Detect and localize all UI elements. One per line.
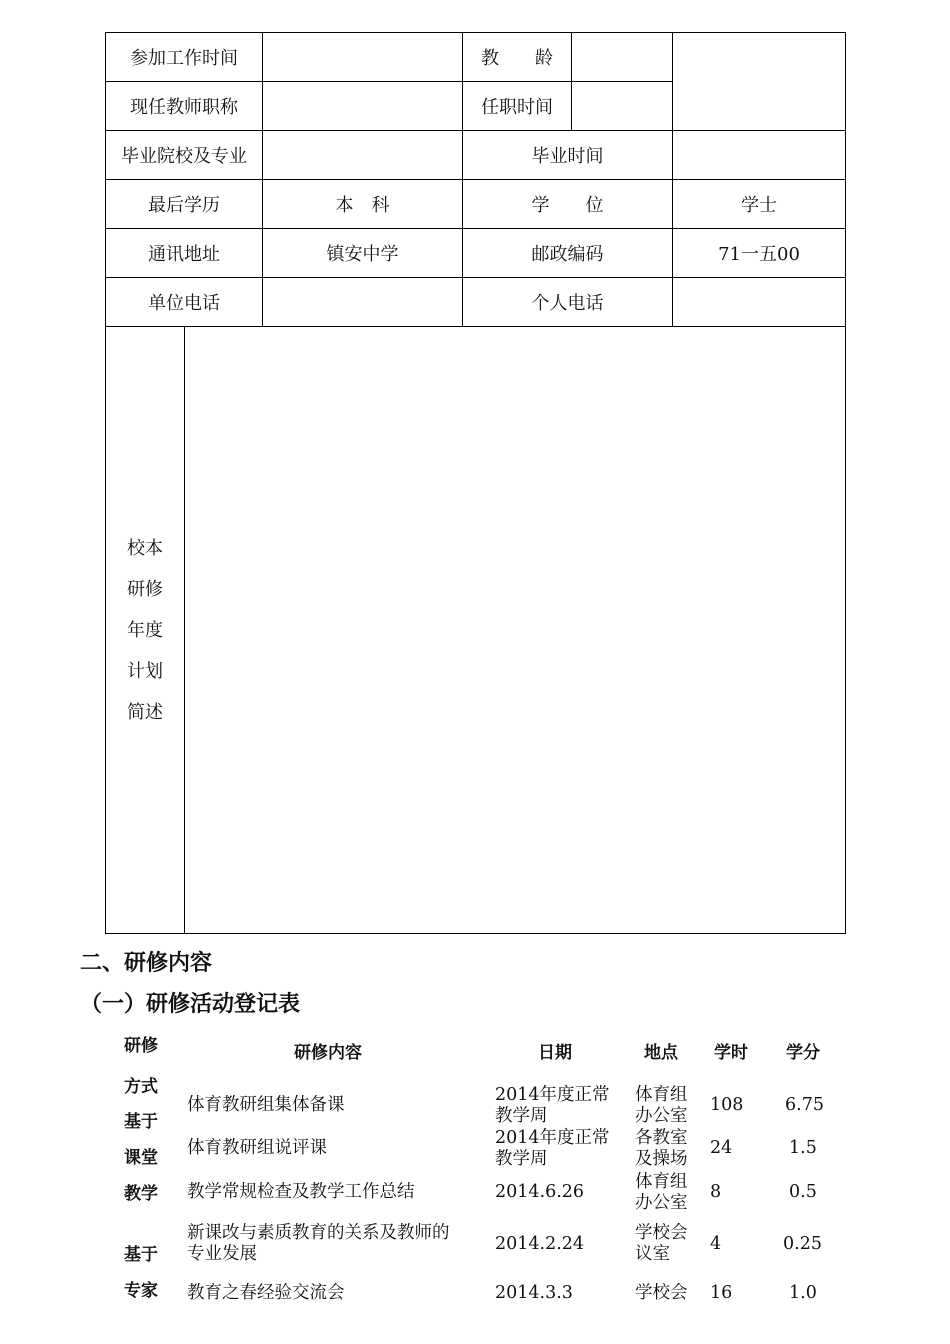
unit-phone-field[interactable] [263, 278, 463, 327]
work-start-label: 参加工作时间 [106, 33, 263, 82]
plan-field[interactable] [185, 327, 846, 934]
header-location: 地点 [644, 1043, 678, 1063]
row5-content: 教育之春经验交流会 [187, 1283, 345, 1303]
teaching-years-label: 教 龄 [463, 33, 572, 82]
row1-credits: 6.75 [785, 1095, 824, 1115]
row2-date: 2014年度正常 教学周 [495, 1128, 610, 1169]
appointment-field[interactable] [572, 82, 673, 131]
row5-hours: 16 [710, 1283, 733, 1303]
group-mode-classroom: 基于 课堂 教学 [124, 1112, 158, 1204]
photo-cell[interactable] [673, 33, 846, 131]
row4-content: 新课改与素质教育的关系及教师的 专业发展 [187, 1223, 450, 1264]
appointment-label: 任职时间 [463, 82, 572, 131]
group-mode-expert: 基于 专家 [124, 1245, 158, 1301]
section-title: 二、研修内容 [80, 951, 213, 976]
row3-date: 2014.6.26 [495, 1182, 585, 1202]
plan-label: 校本 研修 年度 计划 简述 [127, 537, 163, 723]
plan-label-cell [106, 327, 185, 934]
row1-content: 体育教研组集体备课 [187, 1095, 345, 1115]
header-date: 日期 [538, 1043, 572, 1063]
title-field[interactable] [263, 82, 463, 131]
degree-field[interactable]: 学士 [673, 180, 846, 229]
row4-date: 2014.2.24 [495, 1234, 585, 1254]
address-field[interactable]: 镇安中学 [263, 229, 463, 278]
row5-date: 2014.3.3 [495, 1283, 573, 1303]
row4-credits: 0.25 [783, 1234, 822, 1254]
row1-date: 2014年度正常 教学周 [495, 1085, 610, 1126]
header-hours: 学时 [714, 1043, 748, 1063]
row4-location: 学校会 议室 [635, 1223, 688, 1264]
unit-phone-label: 单位电话 [106, 278, 263, 327]
row1-hours: 108 [710, 1095, 744, 1115]
work-start-field[interactable] [263, 33, 463, 82]
row2-content: 体育教研组说评课 [187, 1138, 327, 1158]
row5-credits: 1.0 [789, 1283, 817, 1303]
postcode-field[interactable]: 71一五00 [673, 229, 846, 278]
teacher-info-table [105, 32, 846, 934]
education-field[interactable]: 本 科 [263, 180, 463, 229]
row2-hours: 24 [710, 1138, 733, 1158]
row2-credits: 1.5 [789, 1138, 817, 1158]
row3-location: 体育组 办公室 [635, 1172, 688, 1213]
row5-location: 学校会 [635, 1283, 688, 1303]
title-label: 现任教师职称 [106, 82, 263, 131]
row3-credits: 0.5 [789, 1182, 817, 1202]
grad-time-label: 毕业时间 [463, 131, 673, 180]
row3-hours: 8 [710, 1182, 722, 1202]
header-content: 研修内容 [294, 1043, 362, 1063]
personal-phone-field[interactable] [673, 278, 846, 327]
subsection-title: （一）研修活动登记表 [80, 992, 301, 1017]
row4-hours: 4 [710, 1234, 722, 1254]
education-label: 最后学历 [106, 180, 263, 229]
header-mode: 研修 方式 [124, 1036, 158, 1097]
row3-content: 教学常规检查及教学工作总结 [187, 1182, 415, 1202]
teaching-years-field[interactable] [572, 33, 673, 82]
grad-time-field[interactable] [673, 131, 846, 180]
school-field[interactable] [263, 131, 463, 180]
row2-location: 各教室 及操场 [635, 1128, 688, 1169]
header-credits: 学分 [786, 1043, 820, 1063]
address-label: 通讯地址 [106, 229, 263, 278]
school-label: 毕业院校及专业 [106, 131, 263, 180]
degree-label: 学 位 [463, 180, 673, 229]
row1-location: 体育组 办公室 [635, 1085, 688, 1126]
postcode-label: 邮政编码 [463, 229, 673, 278]
personal-phone-label: 个人电话 [463, 278, 673, 327]
